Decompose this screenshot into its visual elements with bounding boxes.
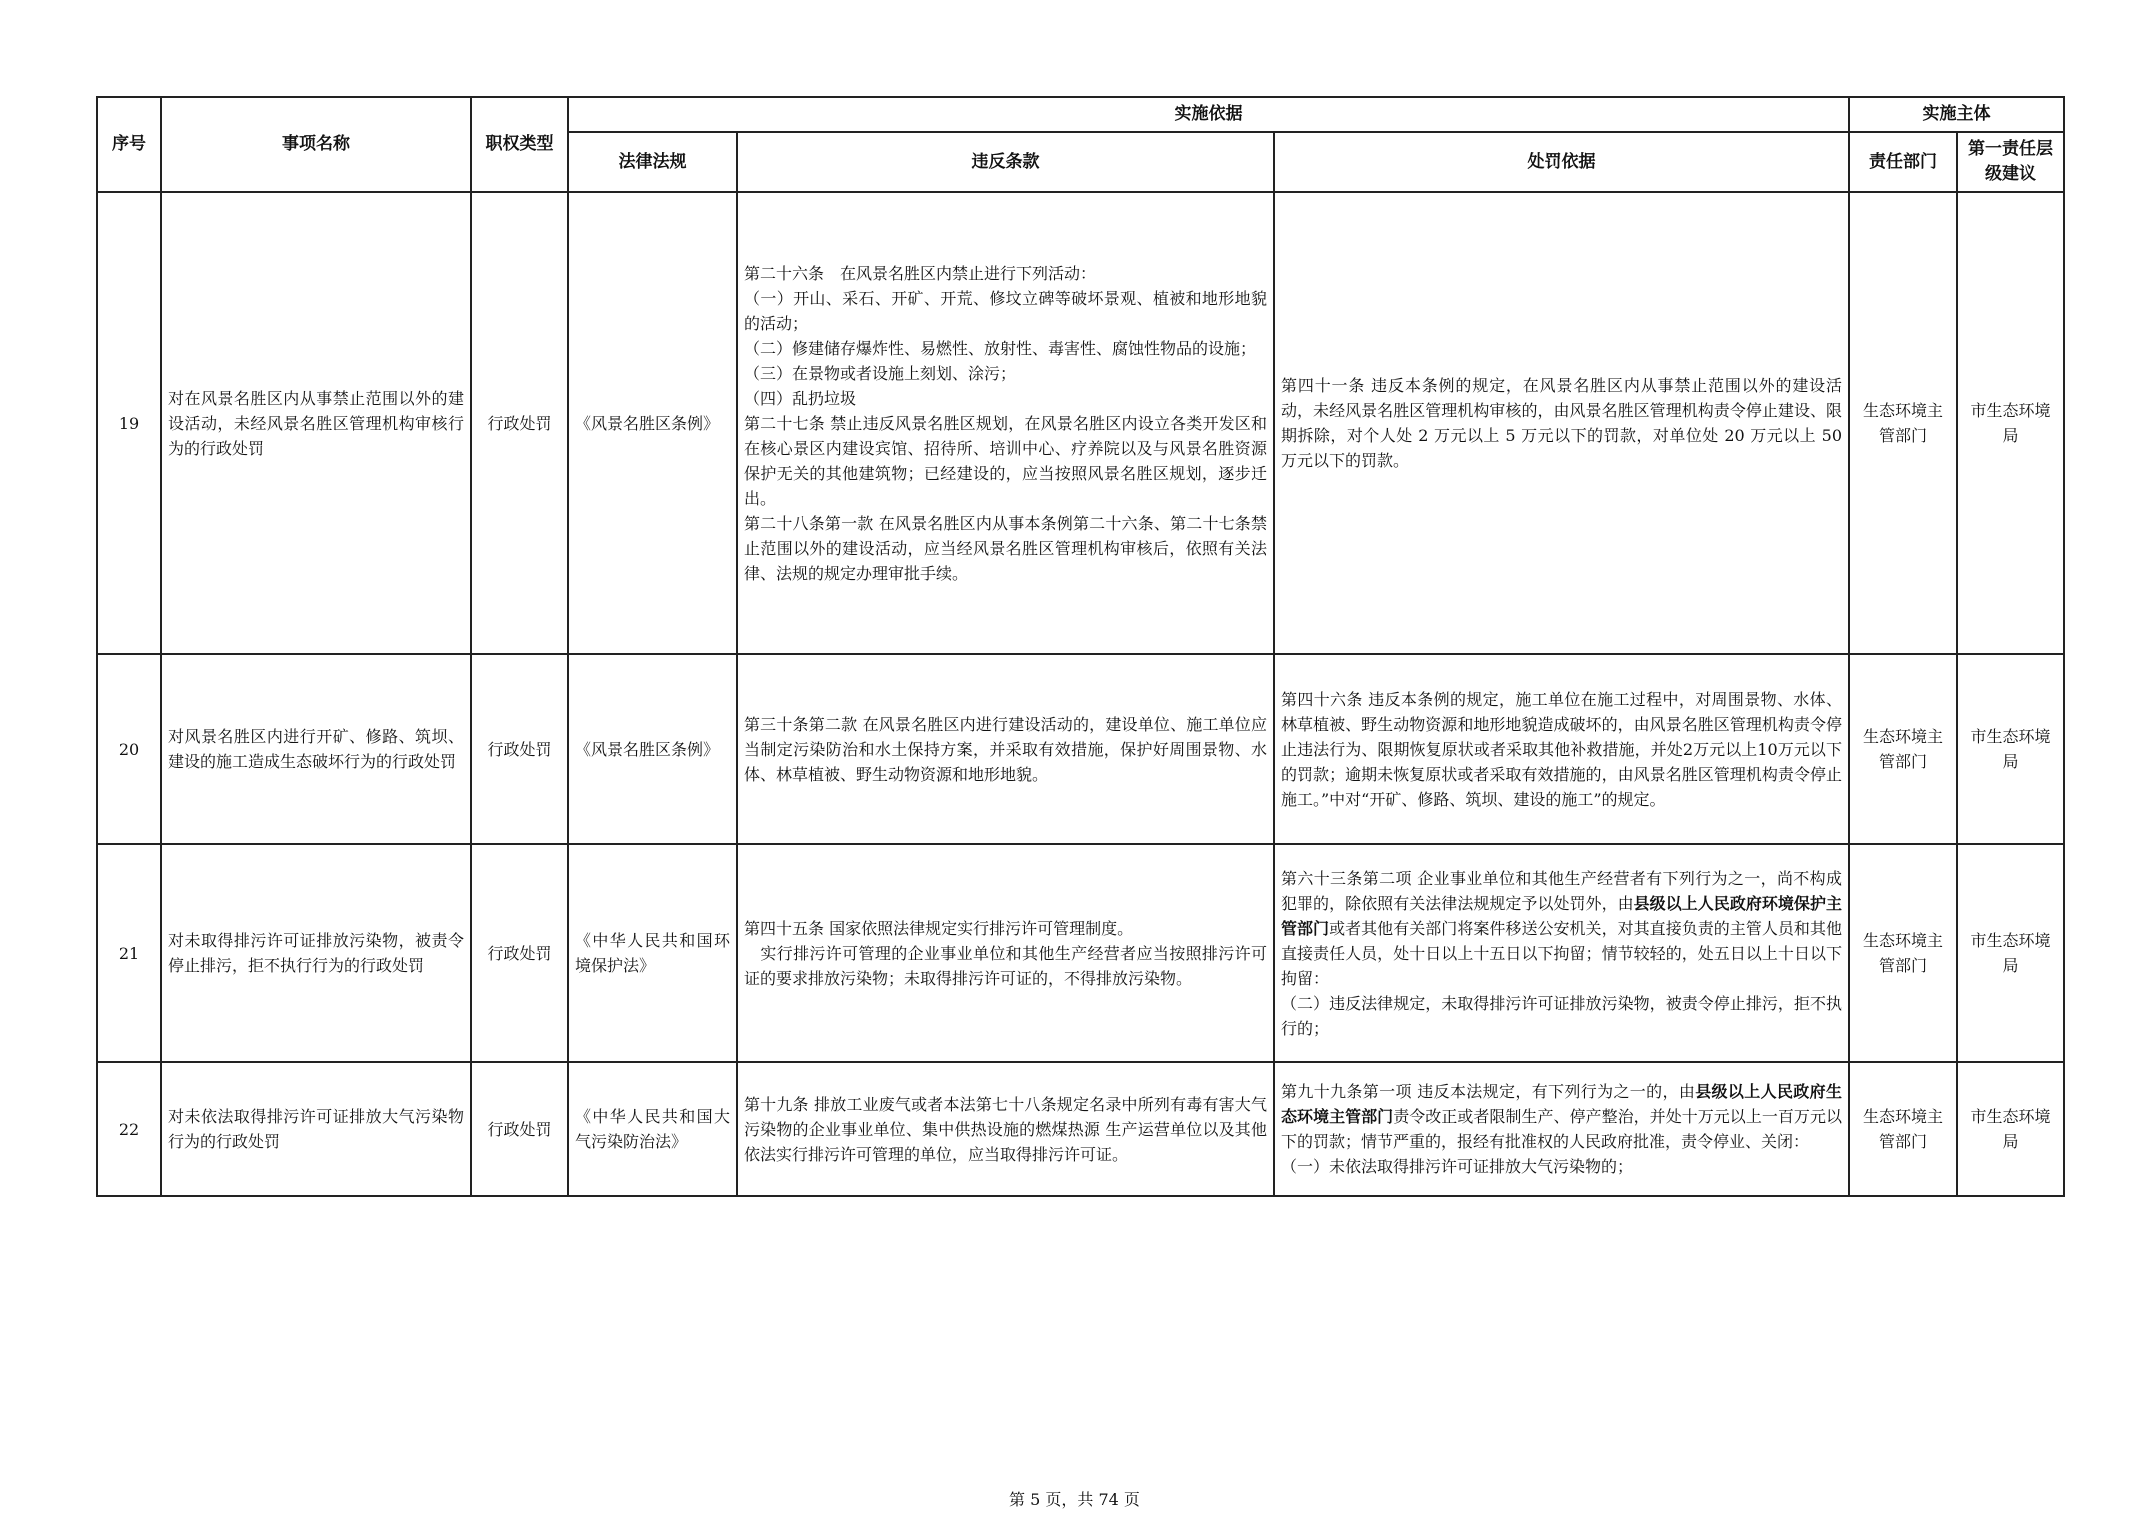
- header-subject: 实施主体: [1849, 97, 2064, 132]
- penalty-basis: [1274, 192, 1849, 654]
- power-type: 行政处罚: [471, 844, 568, 1062]
- penalty-text-cont: 或者其他有关部门将案件移送公安机关，对其直接负责的主管人员和其他直接责任人员，处十日以上十五日以下拘留；情节较轻的，处五日以上十日以下拘留：: [1281, 918, 1843, 988]
- table-row: [97, 1062, 2064, 1196]
- violation-clause: [737, 1062, 1274, 1196]
- violation-line: （一）开山、采石、开矿、开荒、修坟立碑等破坏景观、植被和地形地貌的活动；: [744, 288, 1267, 333]
- item-name: 对未依法取得排污许可证排放大气污染物行为的行政处罚: [161, 1062, 471, 1196]
- header-name: 事项名称: [161, 97, 471, 192]
- responsible-dept: 生态环境主管部门: [1849, 1062, 1957, 1196]
- header-violation: 违反条款: [737, 132, 1274, 192]
- penalty-text: 第四十六条 违反本条例的规定，施工单位在施工过程中，对周围景物、水体、林草植被、野生动物资源和地形地貌造成破坏的，由风景名胜区管理机构责令停止违法行为、限期恢复原状或者采取其他补救措施，并处2万元以上10万元以下的罚款；逾期未恢复原状或者采取有效措施的，由风景名胜区管理机构责令停止施工。”中对“开矿、修路、筑坝、建设的施工”的规定。: [1281, 689, 1843, 809]
- item-name: 对风景名胜区内进行开矿、修路、筑坝、建设的施工造成生态破坏行为的行政处罚: [161, 654, 471, 844]
- first-level: 市生态环境局: [1957, 844, 2064, 1062]
- header-basis: 实施依据: [568, 97, 1849, 132]
- document-page: [96, 96, 2063, 1197]
- violation-clause: [737, 654, 1274, 844]
- violation-line: 第四十五条 国家依照法律规定实行排污许可管理制度。: [744, 918, 1134, 938]
- item-name: 对在风景名胜区内从事禁止范围以外的建设活动，未经风景名胜区管理机构审核行为的行政处罚: [161, 192, 471, 654]
- violation-line: （四）乱扔垃圾: [744, 388, 857, 408]
- penalty-authority: 县级以上人民政府生态环境主管部门: [1281, 1082, 1843, 1126]
- table-row: [97, 192, 2064, 654]
- header-no: 序号: [97, 97, 161, 192]
- table-row: [97, 844, 2064, 1062]
- responsible-dept: 生态环境主管部门: [1849, 844, 1957, 1062]
- violation-line: 第二十六条 在风景名胜区内禁止进行下列活动：: [744, 263, 1097, 283]
- violation-clause: [737, 844, 1274, 1062]
- penalty-basis: [1274, 654, 1849, 844]
- violation-line: 实行排污许可管理的企业事业单位和其他生产经营者应当按照排污许可证的要求排放污染物；未取得排污许可证的，不得排放污染物。: [744, 943, 1267, 988]
- law-name: 《中华人民共和国大气污染防治法》: [568, 1062, 737, 1196]
- violation-line: 第三十条第二款 在风景名胜区内进行建设活动的，建设单位、施工单位应当制定污染防治和水土保持方案，并采取有效措施，保护好周围景物、水体、林草植被、野生动物资源和地形地貌。: [744, 714, 1267, 784]
- header-law: 法律法规: [568, 132, 737, 192]
- violation-line: 第二十七条 禁止违反风景名胜区规划，在风景名胜区内设立各类开发区和在核心景区内建设宾馆、招待所、培训中心、疗养院以及与风景名胜资源保护无关的其他建筑物；已经建设的，应当按照风景名胜区规划，逐步迁出。: [744, 413, 1267, 508]
- penalty-basis: [1274, 1062, 1849, 1196]
- header-penalty: 处罚依据: [1274, 132, 1849, 192]
- violation-clause: [737, 192, 1274, 654]
- first-level: 市生态环境局: [1957, 654, 2064, 844]
- header-level: 第一责任层级建议: [1957, 132, 2064, 192]
- responsible-dept: 生态环境主管部门: [1849, 654, 1957, 844]
- header-type: 职权类型: [471, 97, 568, 192]
- penalty-authority: 县级以上人民政府环境保护主管部门: [1281, 893, 1842, 938]
- power-type: 行政处罚: [471, 654, 568, 844]
- penalty-basis: [1274, 844, 1849, 1062]
- penalty-text: 第六十三条第二项 企业事业单位和其他生产经营者有下列行为之一，尚不构成犯罪的，除依照有关法律法规规定予以处罚外，由: [1281, 868, 1843, 913]
- enforcement-table: [96, 96, 2065, 1197]
- penalty-text: 第四十一条 违反本条例的规定，在风景名胜区内从事禁止范围以外的建设活动，未经风景名胜区管理机构审核的，由风景名胜区管理机构责令停止建设、限期拆除，对个人处 2 万元以上 5 万元以下的罚款，对单位处 20 万元以上 50 万元以下的罚款。: [1281, 376, 1843, 470]
- page-footer: 第 5 页，共 74 页: [1009, 1490, 1140, 1509]
- penalty-item: （一）未依法取得排污许可证排放大气污染物的；: [1281, 1157, 1634, 1176]
- first-level: 市生态环境局: [1957, 1062, 2064, 1196]
- power-type: 行政处罚: [471, 1062, 568, 1196]
- responsible-dept: 生态环境主管部门: [1849, 192, 1957, 654]
- item-name: 对未取得排污许可证排放污染物，被责令停止排污，拒不执行行为的行政处罚: [161, 844, 471, 1062]
- violation-line: 第十九条 排放工业废气或者本法第七十八条规定名录中所列有毒有害大气污染物的企业事业单位、集中供热设施的燃煤热源 生产运营单位以及其他依法实行排污许可管理的单位，应当取得排污许可证。: [744, 1094, 1267, 1164]
- violation-line: （二）修建储存爆炸性、易燃性、放射性、毒害性、腐蚀性物品的设施；: [744, 338, 1257, 358]
- table-row: [97, 654, 2064, 844]
- penalty-item: （二）违反法律规定，未取得排污许可证排放污染物，被责令停止排污，拒不执行的；: [1281, 993, 1843, 1038]
- violation-line: （三）在景物或者设施上刻划、涂污；: [744, 363, 1017, 383]
- violation-line: 第二十八条第一款 在风景名胜区内从事本条例第二十六条、第二十七条禁止范围以外的建设活动，应当经风景名胜区管理机构审核后，依照有关法律、法规的规定办理审批手续。: [744, 513, 1267, 583]
- row-no: 19: [97, 192, 161, 654]
- first-level: 市生态环境局: [1957, 192, 2064, 654]
- law-name: 《风景名胜区条例》: [568, 654, 737, 844]
- header-dept: 责任部门: [1849, 132, 1957, 192]
- row-no: 21: [97, 844, 161, 1062]
- row-no: 22: [97, 1062, 161, 1196]
- power-type: 行政处罚: [471, 192, 568, 654]
- penalty-text: 第九十九条第一项 违反本法规定，有下列行为之一的，由: [1281, 1082, 1696, 1101]
- row-no: 20: [97, 654, 161, 844]
- law-name: 《中华人民共和国环境保护法》: [568, 844, 737, 1062]
- penalty-text-cont: 责令改正或者限制生产、停产整治，并处十万元以上一百万元以下的罚款；情节严重的，报经有批准权的人民政府批准，责令停业、关闭：: [1281, 1107, 1842, 1151]
- law-name: 《风景名胜区条例》: [568, 192, 737, 654]
